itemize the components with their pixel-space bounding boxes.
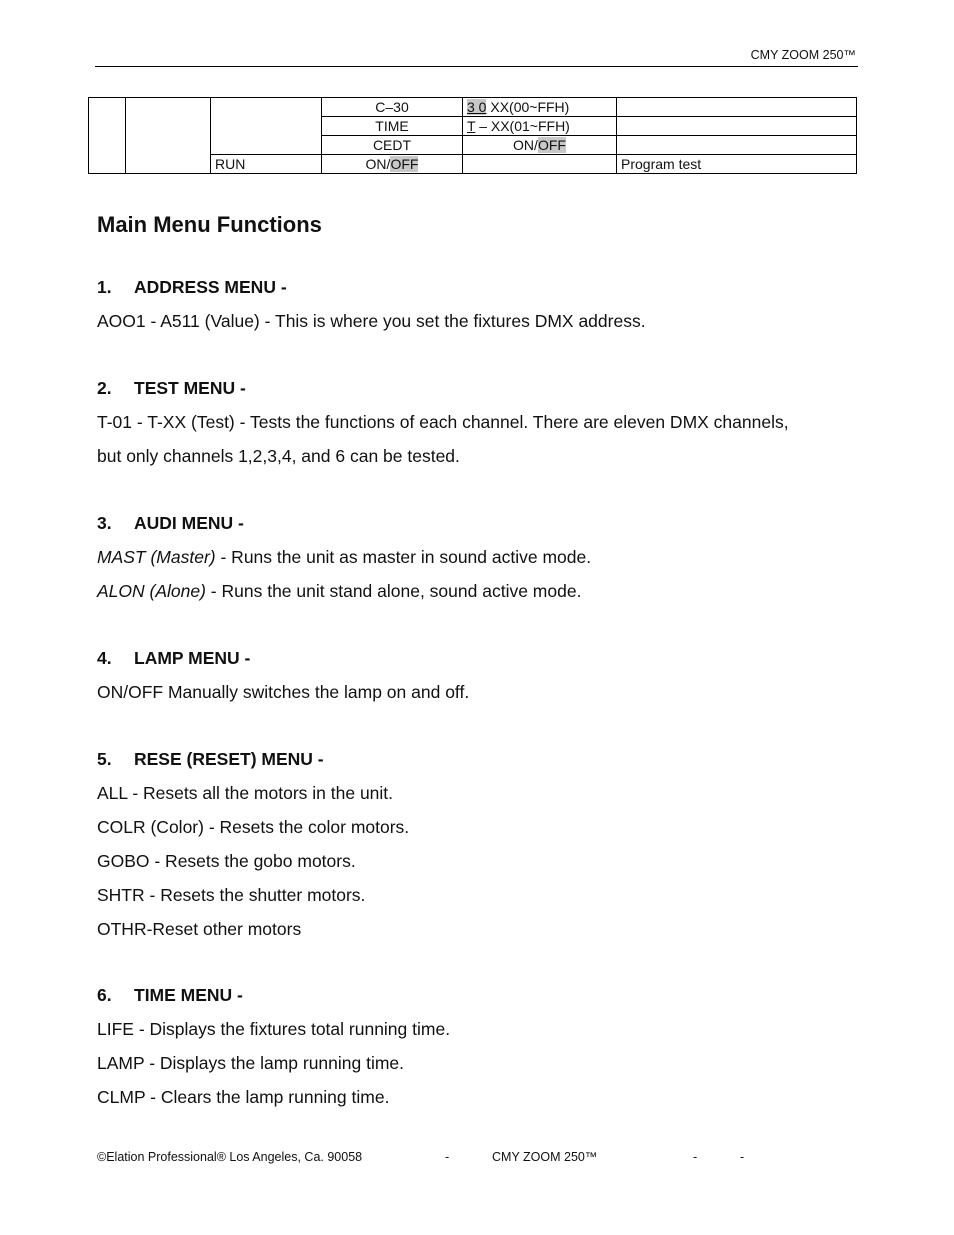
table-cell: RUN — [211, 155, 322, 174]
section-reset-menu — [97, 742, 877, 946]
section-address-menu — [97, 270, 877, 338]
table-cell — [463, 155, 617, 174]
table-cell — [617, 136, 857, 155]
table-cell: TIME — [322, 117, 463, 136]
section-heading: 6. TIME MENU - — [97, 985, 243, 1005]
section-lamp-menu — [97, 641, 877, 709]
section-line: ALL - Resets all the motors in the unit. — [97, 783, 394, 803]
highlighted-value: 3 0 — [467, 99, 487, 115]
section-heading: 2. TEST MENU - — [97, 378, 246, 398]
table-cell — [463, 136, 617, 155]
footer-company: ©Elation Professional® Los Angeles, Ca. 90058 — [97, 1150, 363, 1164]
section-line: OTHR-Reset other motors — [97, 919, 302, 939]
cell-text: XX(00~FFH) — [486, 99, 570, 115]
section-line: COLR (Color) - Resets the color motors. — [97, 817, 410, 837]
header-title: CMY ZOOM 250™ — [750, 48, 856, 62]
underlined-value: T — [467, 118, 476, 134]
cell-text: ON/ — [513, 137, 538, 153]
table-cell: Program test — [617, 155, 857, 174]
section-heading: 1. ADDRESS MENU - — [97, 277, 287, 297]
footer-separator: - — [740, 1150, 745, 1164]
section-heading: 4. LAMP MENU - — [97, 648, 251, 668]
section-line: LIFE - Displays the fixtures total running time. — [97, 1019, 451, 1039]
section-line: CLMP - Clears the lamp running time. — [97, 1087, 390, 1107]
page-header — [95, 44, 858, 67]
table-row — [89, 98, 857, 117]
footer-product: CMY ZOOM 250™ — [492, 1150, 598, 1164]
section-heading: 3. AUDI MENU - — [97, 513, 244, 533]
table-cell-empty — [126, 98, 211, 174]
footer-separator: - — [445, 1150, 450, 1164]
menu-table — [88, 97, 857, 174]
highlighted-value: OFF — [537, 137, 566, 153]
table-cell-empty — [89, 98, 126, 174]
section-line: MAST (Master) - Runs the unit as master in sound active mode. — [97, 547, 592, 567]
section-time-menu — [97, 978, 877, 1114]
section-line: GOBO - Resets the gobo motors. — [97, 851, 356, 871]
section-line: T-01 - T-XX (Test) - Tests the functions of each channel. There are eleven DMX channels, — [97, 412, 789, 432]
cell-text: – XX(01~FFH) — [475, 118, 570, 134]
section-line: ON/OFF Manually switches the lamp on and off. — [97, 682, 470, 702]
page-title: Main Menu Functions — [97, 212, 322, 237]
table-cell — [617, 117, 857, 136]
highlighted-value: OFF — [390, 156, 419, 172]
section-test-menu — [97, 371, 877, 473]
table-cell-empty — [211, 98, 322, 155]
section-line: LAMP - Displays the lamp running time. — [97, 1053, 405, 1073]
section-line: but only channels 1,2,3,4, and 6 can be tested. — [97, 446, 460, 466]
table-cell — [322, 155, 463, 174]
section-line: AOO1 - A511 (Value) - This is where you set the fixtures DMX address. — [97, 311, 646, 331]
table-cell: CEDT — [322, 136, 463, 155]
table-cell — [617, 98, 857, 117]
section-heading: 5. RESE (RESET) MENU - — [97, 749, 324, 769]
table-cell — [463, 98, 617, 117]
section-line: ALON (Alone) - Runs the unit stand alone, sound active mode. — [97, 581, 582, 601]
table-cell: C–30 — [322, 98, 463, 117]
cell-text: ON/ — [365, 156, 391, 172]
section-line: SHTR - Resets the shutter motors. — [97, 885, 366, 905]
table-cell — [463, 117, 617, 136]
section-audi-menu — [97, 506, 877, 608]
footer-separator: - — [693, 1150, 698, 1164]
page-footer — [97, 1150, 797, 1168]
